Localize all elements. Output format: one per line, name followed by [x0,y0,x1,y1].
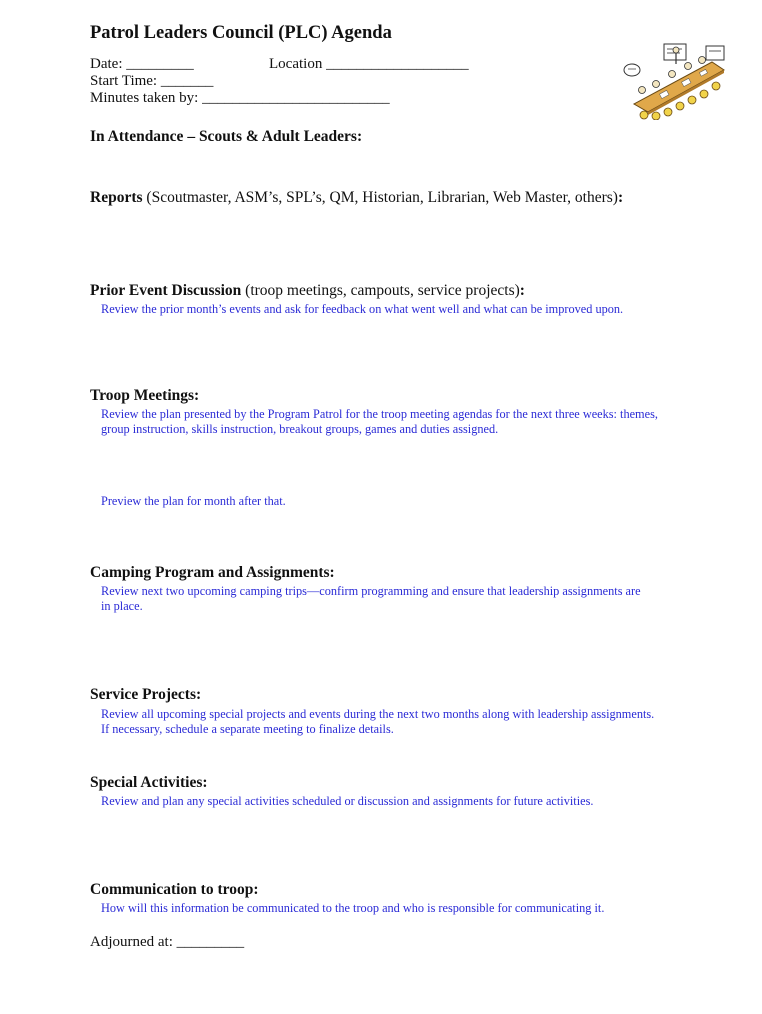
location-field: Location ___________________ [269,56,469,72]
adjourned-field: Adjourned at: _________ [90,934,245,950]
camping-note: Review next two upcoming camping trips—confirm programming and ensure that leadership assignments are in place. [101,584,641,613]
prior-event-heading-label: Prior Event Discussion [90,282,242,299]
special-activities-heading: Special Activities: [90,774,208,791]
start-time-field: Start Time: _______ [90,73,214,89]
reports-heading-paren: (Scoutmaster, ASM’s, SPL’s, QM, Historian, Librarian, Web Master, others) [146,189,618,206]
camping-heading: Camping Program and Assignments: [90,564,335,581]
meeting-table-clipart-icon [620,40,732,120]
service-projects-note: Review all upcoming special projects and events during the next two months along with leadership assignments. If necessary, schedule a separate meeting to finalize details. [101,707,655,736]
communication-heading: Communication to troop: [90,881,259,898]
troop-meetings-note: Review the plan presented by the Program Patrol for the troop meeting agendas for the next three weeks: themes, group instruction, skills instruction, breakout groups, games and duties assigned. [101,407,658,436]
troop-meetings-preview-note: Preview the plan for month after that. [101,494,286,508]
date-field: Date: _________ [90,56,194,72]
prior-event-heading [90,282,525,300]
reports-heading-label: Reports [90,189,143,206]
special-activities-note: Review and plan any special activities scheduled or discussion and assignments for future activities. [101,794,594,808]
prior-event-heading-suffix: : [519,282,525,299]
service-projects-heading: Service Projects: [90,686,202,703]
prior-event-note: Review the prior month’s events and ask for feedback on what went well and what can be improved upon. [101,302,624,316]
minutes-taken-field: Minutes taken by: _________________________ [90,90,390,106]
attendance-heading: In Attendance – Scouts & Adult Leaders: [90,128,363,145]
prior-event-heading-paren: (troop meetings, campouts, service projects) [245,282,520,299]
troop-meetings-heading: Troop Meetings: [90,387,200,404]
reports-heading-suffix: : [617,189,624,206]
page-title: Patrol Leaders Council (PLC) Agenda [90,23,392,43]
reports-heading [90,189,623,207]
communication-note: How will this information be communicated to the troop and who is responsible for communicating it. [101,901,605,915]
